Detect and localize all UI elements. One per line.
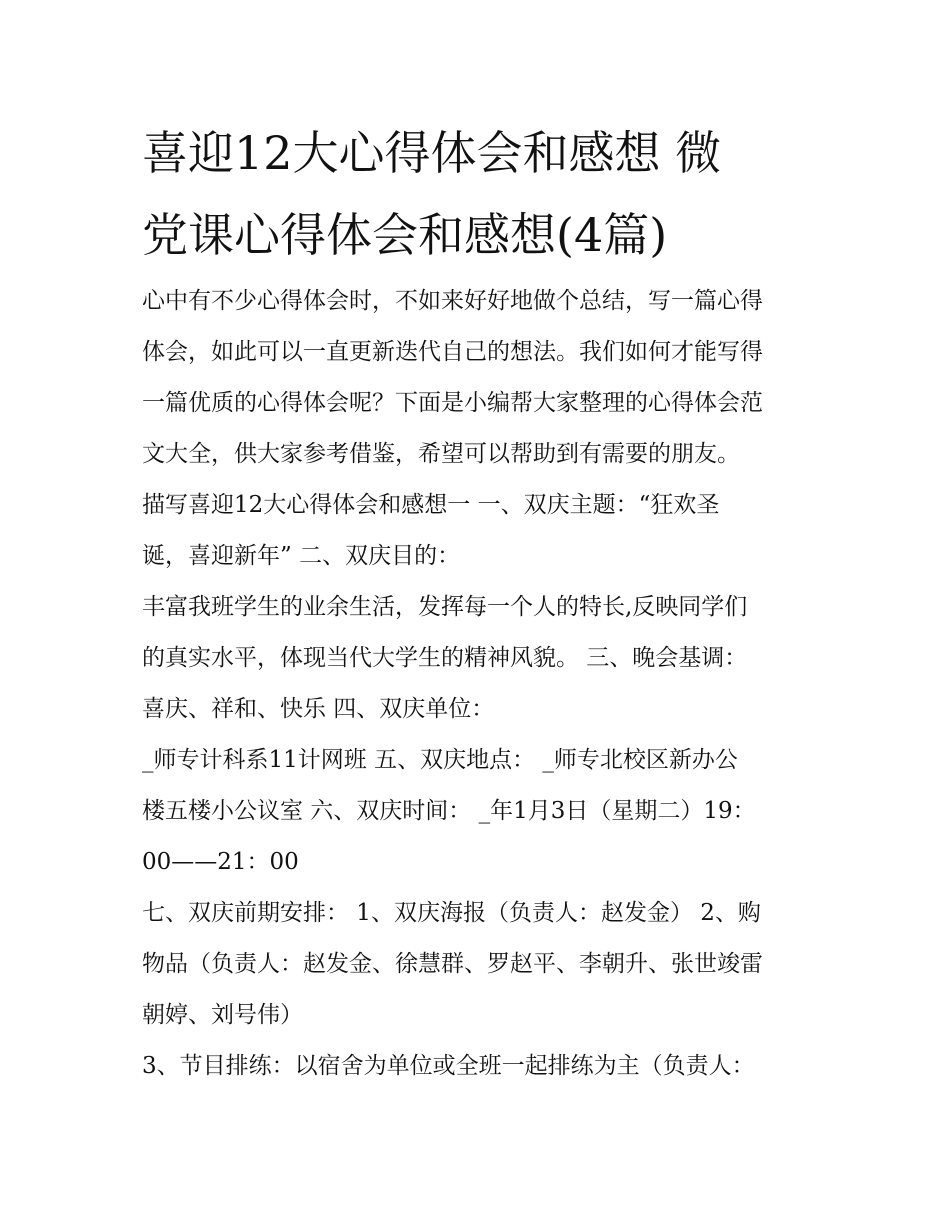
- text-line: 楼五楼小公议室 六、双庆时间： _年1月3日（星期二）19：: [142, 798, 756, 824]
- text-line: 朝婷、刘号伟）: [142, 1002, 303, 1028]
- document-body: [142, 276, 822, 1092]
- text-line: 喜庆、祥和、快乐 四、双庆单位：: [142, 696, 495, 722]
- text-line: 3、节目排练：以宿舍为单位或全班一起排练为主（负责人：: [142, 1053, 755, 1079]
- text-line: 一篇优质的心得体会呢？下面是小编帮大家整理的心得体会范: [142, 390, 763, 416]
- title-line-2: 党课心得体会和感想(4篇): [142, 208, 668, 262]
- text-line: 心中有不少心得体会时，不如来好好地做个总结，写一篇心得: [142, 288, 763, 314]
- text-line: 描写喜迎12大心得体会和感想一 一、双庆主题：“狂欢圣: [142, 492, 720, 518]
- text-line: 七、双庆前期安排： 1、双庆海报（负责人：赵发金） 2、购: [142, 900, 761, 926]
- text-line: _师专计科系11计网班 五、双庆地点： _师专北校区新办公: [142, 747, 738, 773]
- text-line: 诞，喜迎新年” 二、双庆目的：: [142, 543, 461, 569]
- text-line: 的真实水平，体现当代大学生的精神风貌。 三、晚会基调：: [142, 645, 748, 671]
- text-line: 00——21：00: [142, 849, 299, 875]
- text-line: 物品（负责人：赵发金、徐慧群、罗赵平、李朝升、张世竣雷: [142, 951, 763, 977]
- title-line-1: 喜迎12大心得体会和感想 微: [142, 126, 722, 180]
- paragraph-intro: [142, 276, 822, 480]
- paragraph-venue-time: [142, 735, 822, 888]
- paragraph-theme: [142, 480, 822, 582]
- paragraph-purpose: [142, 582, 822, 735]
- paragraph-arrangements: [142, 888, 822, 1041]
- text-line: 文大全，供大家参考借鉴，希望可以帮助到有需要的朋友。: [142, 441, 740, 467]
- document-title: [142, 112, 822, 276]
- paragraph-rehearsal: [142, 1041, 822, 1092]
- text-line: 丰富我班学生的业余生活，发挥每一个人的特长,反映同学们: [142, 594, 748, 620]
- text-line: 体会，如此可以一直更新迭代自己的想法。我们如何才能写得: [142, 339, 763, 365]
